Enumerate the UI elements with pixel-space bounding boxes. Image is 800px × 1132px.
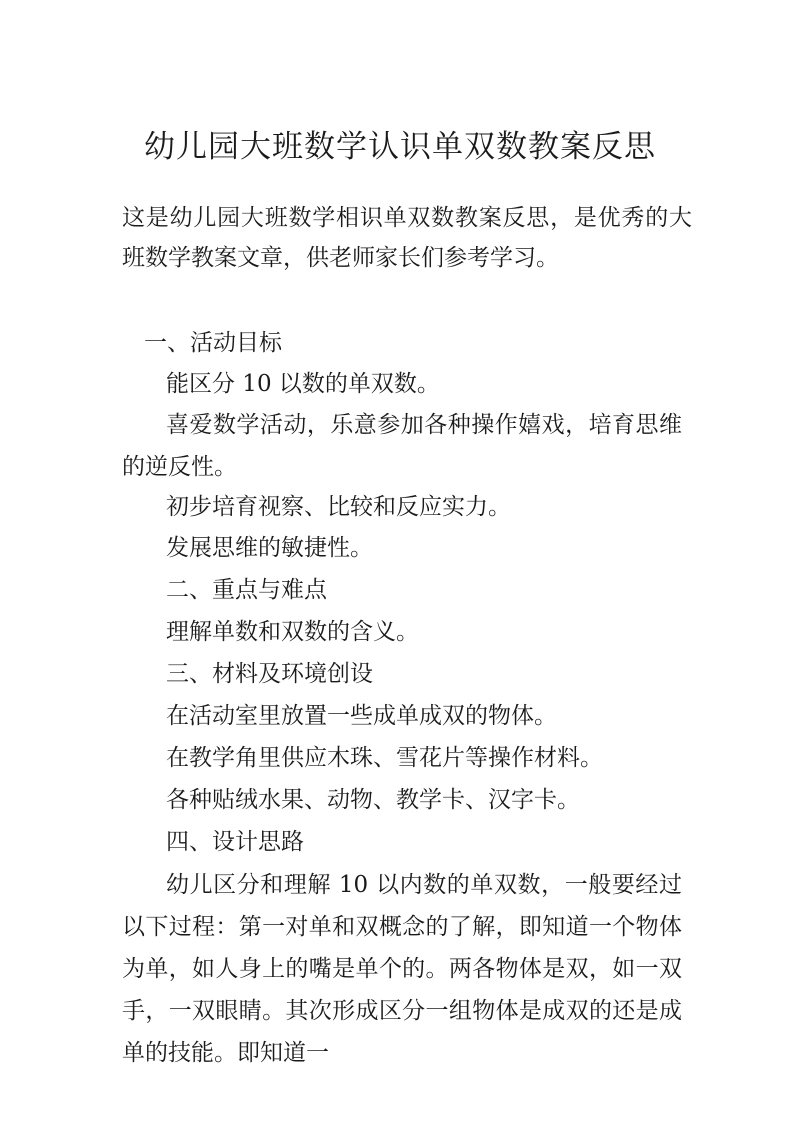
document-title: 幼儿园大班数学认识单双数教案反思 bbox=[144, 129, 656, 165]
goal-item: 发展思维的敏捷性。 bbox=[166, 535, 373, 561]
design-paragraph: 幼儿区分和理解 10 以内数的单双数，一般要经过以下过程：第一对单和双概念的了解，即知道一个物体为单，如人身上的嘴是单个的。两各物体是双，如一双手，一双眼睛。其次形成区分一组物体是成双的还是成单的技能。即知道一 bbox=[122, 872, 682, 1066]
section-heading-goals: 一、活动目标 bbox=[144, 330, 282, 356]
intro-paragraph: 这是幼儿园大班数学相识单双数教案反思，是优秀的大班数学教案文章，供老师家长们参考学习。 bbox=[122, 205, 692, 271]
section-heading-materials: 三、材料及环境创设 bbox=[166, 661, 373, 687]
key-point-item: 理解单数和双数的含义。 bbox=[166, 619, 419, 645]
goal-item: 初步培育视察、比较和反应实力。 bbox=[166, 494, 511, 520]
goal-item: 喜爱数学活动，乐意参加各种操作嬉戏，培育思维的逆反性。 bbox=[122, 412, 682, 480]
material-item: 各种贴绒水果、动物、教学卡、汉字卡。 bbox=[166, 787, 580, 813]
section-heading-key-points: 二、重点与难点 bbox=[166, 577, 327, 603]
section-heading-design: 四、设计思路 bbox=[166, 829, 304, 855]
material-item: 在活动室里放置一些成单成双的物体。 bbox=[166, 703, 557, 729]
material-item: 在教学角里供应木珠、雪花片等操作材料。 bbox=[166, 745, 603, 771]
goal-item: 能区分 10 以数的单双数。 bbox=[166, 371, 440, 397]
